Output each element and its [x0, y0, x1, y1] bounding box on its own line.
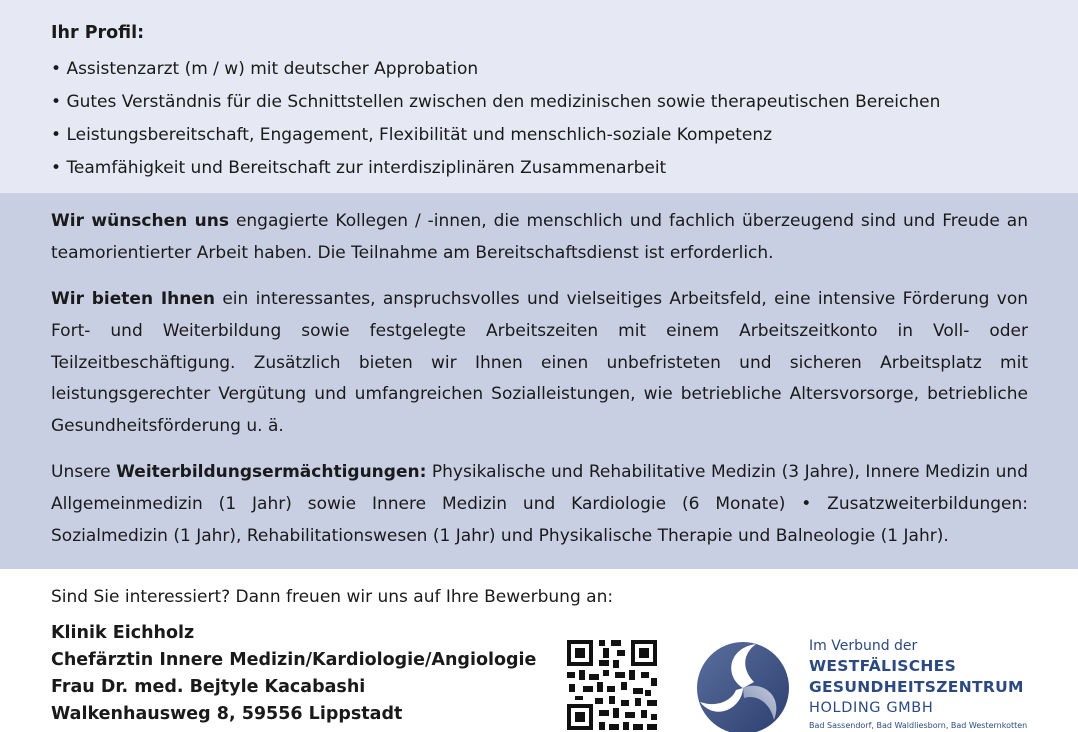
clinic-position: Chefärztin Innere Medizin/Kardiologie/Angiologie: [51, 650, 537, 670]
offer-paragraph: [51, 284, 1028, 443]
profile-item: • Gutes Verständnis für die Schnittstellen zwischen den medizinischen sowie therapeutischen Bereichen: [51, 86, 940, 119]
profile-item: • Assistenzarzt (m / w) mit deutscher Approbation: [51, 53, 940, 86]
wishes-lead: Wir wünschen uns: [51, 211, 230, 231]
offer-text: ein interessantes, anspruchsvolles und vielseitiges Arbeitsfeld, eine intensive Förderung von Fort- und Weiterbildung sowie festgelegte Arbeitszeiten mit einem Arbeitszeitkonto in Voll- oder Teilzeitbeschäftigung. Zusätzlich bieten wir Ihnen einen unbefristeten und sicheren Arbeitsplatz mit leistungsgerechter Vergütung und umfangreichen Sozialleistungen, wie betriebliche Altersvorsorge, betriebliche Gesundheitsförderung u. ä.: [51, 289, 1028, 437]
contact-intro: Sind Sie interessiert? Dann freuen wir uns auf Ihre Bewerbung an:: [51, 587, 614, 607]
training-lead: Weiterbildungsermächtigungen:: [116, 462, 427, 482]
contact-person: Frau Dr. med. Bejtyle Kacabashi: [51, 677, 366, 697]
logo-line-gesundheitszentrum: GESUNDHEITSZENTRUM: [809, 678, 1024, 696]
training-prefix: Unsere: [51, 462, 117, 482]
qr-code-icon[interactable]: [565, 638, 659, 732]
clinic-name: Klinik Eichholz: [51, 623, 195, 643]
logo-line-verbund: Im Verbund der: [809, 638, 918, 654]
training-paragraph: [51, 457, 1028, 552]
wishes-paragraph: [51, 206, 1028, 270]
logo-line-westfaelisches: WESTFÄLISCHES: [809, 657, 957, 675]
profile-title: Ihr Profil:: [51, 23, 145, 43]
profile-list: [51, 53, 940, 185]
wgz-logo-icon: [694, 636, 792, 732]
training-text: Physikalische und Rehabilitative Medizin (3 Jahre), Innere Medizin und Allgemeinmedizin (1 Jahr) sowie Innere Medizin und Kardiologie (6 Monate) • Zusatzweiterbildungen: Sozialmedizin (1 Jahr), Rehabilitationswesen (1 Jahr) und Physikalische Therapie und Balneologie (1 Jahr).: [51, 462, 1028, 546]
logo-line-locations: Bad Sassendorf, Bad Waldliesborn, Bad Westernkotten: [809, 721, 1028, 730]
contact-address: [51, 620, 536, 728]
profile-item: • Teamfähigkeit und Bereitschaft zur interdisziplinären Zusammenarbeit: [51, 152, 940, 185]
logo-line-holding: HOLDING GMBH: [809, 700, 934, 716]
wishes-text: engagierte Kollegen / -innen, die menschlich und fachlich überzeugend sind und Freude an teamorientierter Arbeit haben. Die Teilnahme am Bereitschaftsdienst ist erforderlich.: [51, 211, 1029, 263]
profile-item: • Leistungsbereitschaft, Engagement, Flexibilität und menschlich-soziale Kompetenz: [51, 119, 940, 152]
offer-lead: Wir bieten Ihnen: [51, 289, 216, 309]
clinic-address: Walkenhausweg 8, 59556 Lippstadt: [51, 704, 403, 724]
logo-text: [809, 636, 1027, 732]
